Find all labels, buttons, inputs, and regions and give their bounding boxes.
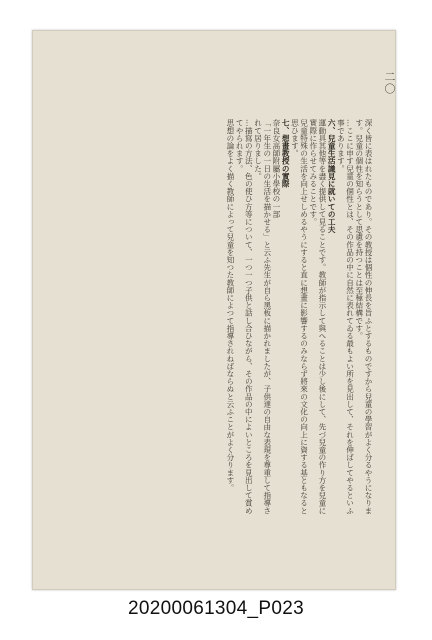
text-paragraph: 奈良女高師附屬小學校の一部: [271, 119, 281, 218]
section-heading: 六、兒童生活識見に就いての工夫: [327, 119, 337, 233]
text-paragraph: 兒童特殊の生活を向上せしめるやうにすると直に想畫に影響するのみならず將來の文化の向上に資する基ともなると思ひます。: [290, 119, 309, 515]
text-paragraph: 「一年生の一日の生活を描かせる」と云ふ先生が自ら黑板に描かれましたが、子供達の自由な表現を尊重して指導されて居りました。: [253, 119, 272, 515]
text-paragraph: 深く皆に表はれたものであり。その教授は個性の伸長を旨ふとするものですから兒童の學習がよく分るやうになります。兒童の個性を知らうとして思慮を持つことは至極結構です。: [354, 119, 373, 515]
text-paragraph: …描寫の方法、色の使ひ方等について、一つ一つ子供と話し合ひながら、その作品の中によいところを見出して賞めてやられます。: [235, 119, 254, 515]
text-paragraph: 運動具其他等を盡く提供して見ることです。教師が指示して與へることは少し後にして、先づ兒童の作り方を兒童に實際に作らせてみることです。: [308, 119, 327, 515]
page-number: 二〇: [383, 71, 396, 95]
body-text: [111, 119, 373, 519]
document-page: [32, 30, 396, 590]
archive-id-caption: 20200061304_P023: [128, 598, 304, 619]
text-paragraph: …ここに申す兒童の個性とは、その作品の中に自然に表れてゐる最もよい所を見出して、それを伸ばしてやるといふ事であります。: [336, 119, 355, 515]
text-paragraph: 思想の論をよく描く教師によって兒童を知つた教師によつて指導されねばならぬと云ふことがよく分ります。: [225, 119, 235, 492]
section-heading: 七、想畫教授の實際: [281, 119, 291, 188]
